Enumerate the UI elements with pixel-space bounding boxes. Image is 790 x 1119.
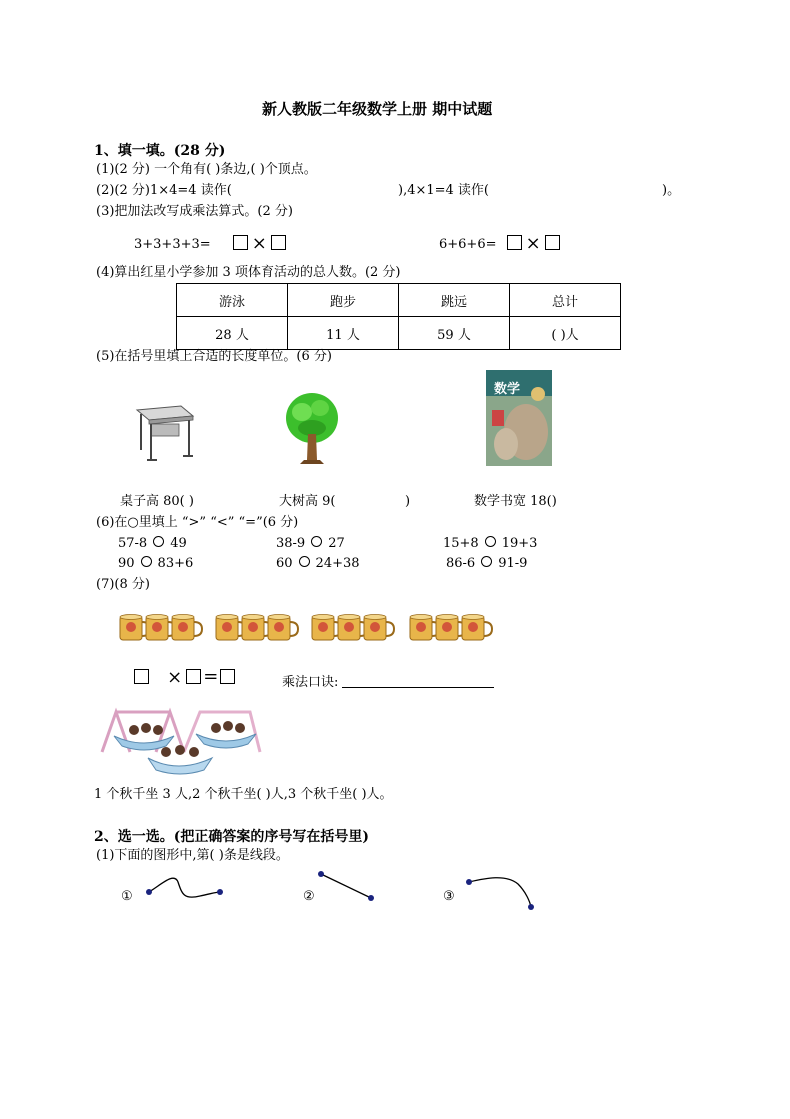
answer-box: [186, 669, 201, 684]
page-title: 新人教版二年级数学上册 期中试题: [262, 100, 493, 118]
compare-item: [443, 536, 537, 552]
compare-right: 83+6: [157, 556, 194, 571]
compare-left: 57-8: [118, 536, 148, 551]
q3-expr1-text: 3+3+3+3=: [134, 237, 211, 252]
question-1-4: (4)算出红星小学参加 3 项体育活动的总人数。(2 分): [96, 265, 401, 280]
compare-circle: [311, 536, 322, 547]
compare-item: [276, 556, 360, 572]
compare-right: 91-9: [498, 556, 528, 571]
compare-circle: [481, 556, 492, 567]
answer-box: [233, 235, 248, 250]
sports-table: [176, 283, 621, 350]
q5-book-label: 数学书宽 18(): [474, 494, 557, 509]
q7-equation: [134, 666, 235, 688]
table-cell: 59 人: [399, 317, 510, 350]
question-1-1: (1)(2 分) 一个角有( )条边,( )个顶点。: [96, 162, 317, 177]
option-3-curve: [462, 870, 540, 912]
compare-left: 15+8: [443, 536, 479, 551]
q3-expr2-text: 6+6+6=: [439, 237, 497, 252]
table-row: [177, 317, 621, 350]
compare-right: 24+38: [315, 556, 360, 571]
question-2-1: (1)下面的图形中,第( )条是线段。: [96, 848, 289, 863]
compare-item: [118, 536, 187, 552]
rhyme-label: 乘法口诀:: [282, 675, 339, 690]
compare-circle: [153, 536, 164, 547]
table-header: 跑步: [288, 284, 399, 317]
question-1-6: (6)在○里填上 “>” “<” “=”(6 分): [96, 515, 299, 530]
times-sign: ×: [525, 233, 541, 254]
compare-circle: [141, 556, 152, 567]
answer-box: [507, 235, 522, 250]
tree-image: [284, 390, 340, 466]
section1-heading: 1、填一填。(28 分): [94, 143, 226, 159]
q3-expression-1: [134, 235, 286, 253]
swings-image: [100, 706, 264, 780]
q5-tree-label: 大树高 9(: [279, 494, 336, 509]
compare-right: 49: [170, 536, 187, 551]
table-header: 总计: [510, 284, 621, 317]
compare-left: 60: [276, 556, 293, 571]
q2-part-a: (2)(2 分)1×4=4 读作(: [96, 183, 232, 198]
q2-part-b: ),4×1=4 读作(: [398, 183, 490, 198]
table-header: 游泳: [177, 284, 288, 317]
option-2-label: ②: [303, 889, 315, 904]
option-1-curve: [140, 870, 230, 906]
option-3-label: ③: [443, 889, 455, 904]
desk-image: [133, 404, 197, 466]
answer-box: [271, 235, 286, 250]
book-cover-title: 数学: [494, 382, 521, 397]
compare-circle: [299, 556, 310, 567]
section2-heading: 2、选一选。(把正确答案的序号写在括号里): [94, 829, 369, 845]
q2-part-c: )。: [662, 183, 681, 198]
compare-circle: [485, 536, 496, 547]
compare-item: [276, 536, 345, 552]
q7-rhyme: [282, 674, 494, 691]
compare-right: 27: [328, 536, 345, 551]
answer-box: [220, 669, 235, 684]
option-2-segment: [314, 868, 380, 904]
question-1-2: [96, 183, 696, 199]
question-1-7: (7)(8 分): [96, 577, 150, 592]
table-cell: ( )人: [510, 317, 621, 350]
times-sign: ×: [251, 233, 267, 254]
rhyme-answer-line: [342, 674, 494, 688]
option-1-label: ①: [121, 889, 133, 904]
question-1-5: (5)在括号里填上合适的长度单位。(6 分): [96, 349, 332, 364]
compare-item: [118, 556, 193, 572]
table-cell: 28 人: [177, 317, 288, 350]
compare-left: 38-9: [276, 536, 306, 551]
equals-sign: =: [203, 666, 219, 687]
cups-image: [118, 612, 498, 644]
compare-right: 19+3: [501, 536, 538, 551]
q3-expression-2: [439, 235, 560, 253]
table-row: [177, 284, 621, 317]
q5-desk-label: 桌子高 80( ): [120, 494, 194, 509]
times-sign: ×: [167, 667, 183, 688]
question-1-3: (3)把加法改写成乘法算式。(2 分): [96, 204, 293, 219]
q5-tree-label-close: ): [405, 494, 411, 509]
answer-box: [134, 669, 149, 684]
compare-left: 86-6: [446, 556, 476, 571]
answer-box: [545, 235, 560, 250]
compare-item: [446, 556, 527, 572]
table-cell: 11 人: [288, 317, 399, 350]
q7-swing-question: 1 个秋千坐 3 人,2 个秋千坐( )人,3 个秋千坐( )人。: [94, 787, 393, 802]
table-header: 跳远: [399, 284, 510, 317]
compare-left: 90: [118, 556, 135, 571]
